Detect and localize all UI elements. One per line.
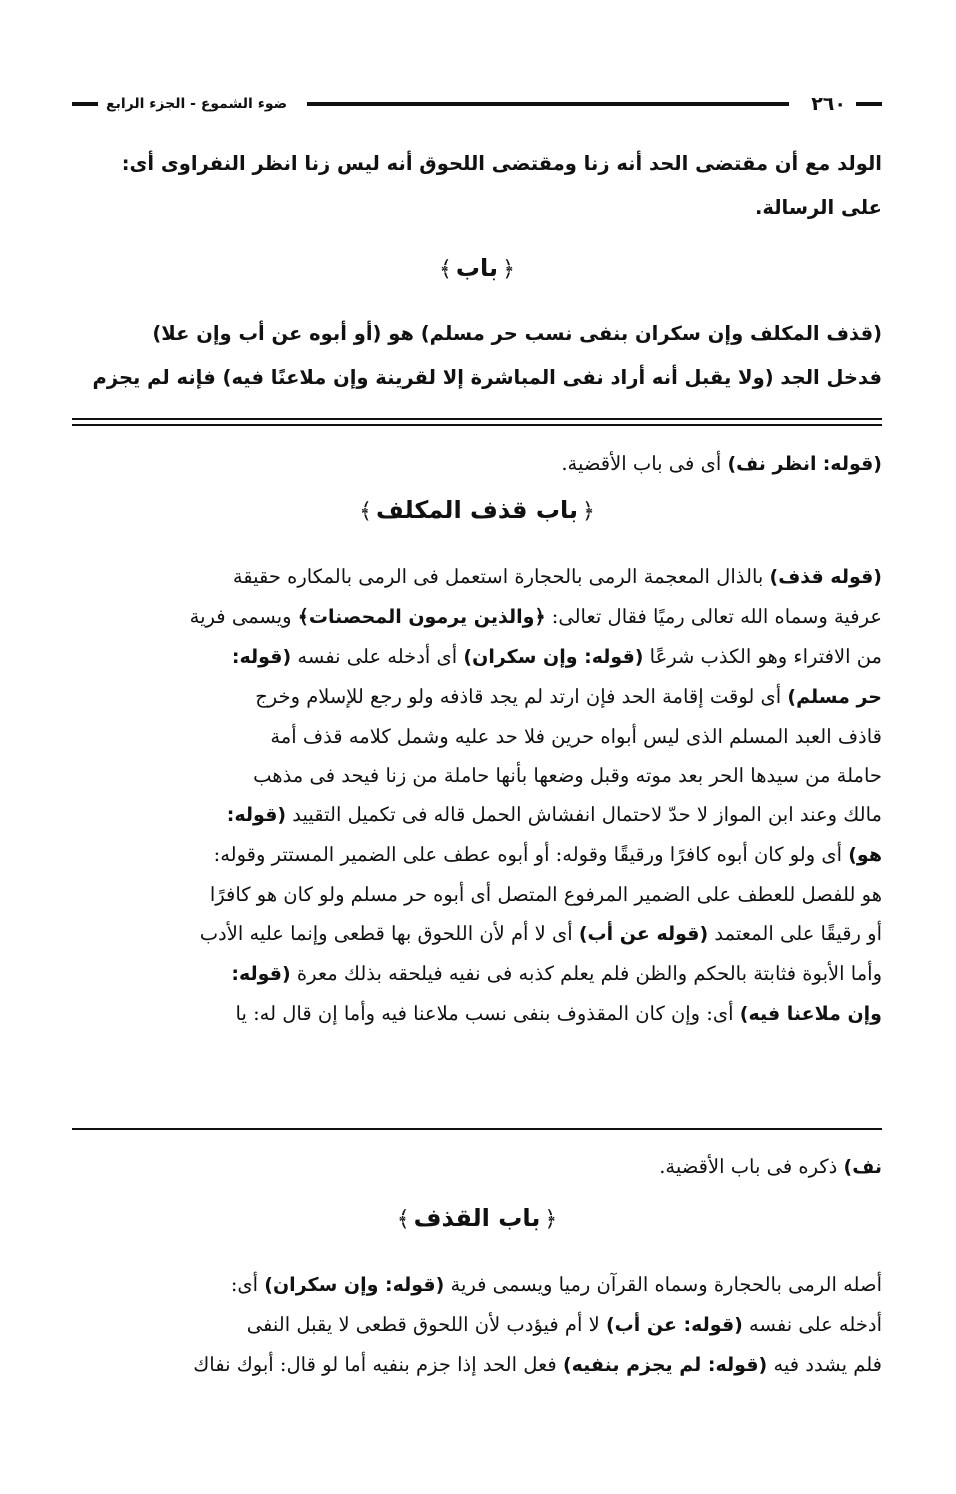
commentary-text: مالك وعند ابن المواز لا حدّ لاحتمال انفشاش الحمل قاله فى تكميل التقييد [292, 803, 882, 826]
commentary-text: عرفية وسماه الله تعالى رميًا فقال تعالى: [551, 605, 882, 628]
commentary-line: قاذف العبد المسلم الذى ليس أبواه حرين فلا حد عليه وشمل كلامه قذف أمة [270, 725, 882, 748]
ornament-bracket-icon: ﴿ [544, 1207, 558, 1232]
commentary-text: أى: [230, 1273, 259, 1296]
ornament-bracket-icon: ﴾ [439, 257, 452, 282]
commentary-text: أى ولو كان أبوه كافرًا ورقيقًا وقوله: أو أبوه عطف على الضمير المستتر وقوله: [213, 843, 843, 866]
quoted-term: نف) [843, 1156, 882, 1178]
commentary-text: ذكره فى باب الأقضية. [659, 1155, 838, 1178]
bab-title: باب القذف [413, 1204, 541, 1232]
quoted-term: (قوله: لم يجزم بنفيه) [562, 1354, 768, 1376]
commentary-line [72, 914, 882, 954]
quoted-term: حر مسلم) [787, 686, 882, 708]
commentary-text: أى: وإن كان المقذوف بنفى نسب ملاعنا فيه وأما إن قال له: يا [235, 1002, 734, 1025]
commentary-line [72, 795, 882, 835]
commentary-block-2 [72, 557, 882, 1034]
ornament-bracket-icon: ﴿ [502, 257, 515, 282]
commentary-block-1 [72, 444, 882, 484]
quoted-term: (قوله قذف) [769, 566, 882, 588]
commentary-line [72, 1147, 882, 1187]
commentary-line [72, 1265, 882, 1305]
commentary-text: أى فى باب الأقضية. [561, 452, 722, 475]
main-line: (قذف المكلف وإن سكران بنفى نسب حر مسلم) هو (أو أبوه عن أب وإن علا) [152, 322, 882, 345]
main-line: الولد مع أن مقتضى الحد أنه زنا ومقتضى اللحوق أنه ليس زنا انظر النفراوى أى: [121, 152, 882, 175]
commentary-line [72, 597, 882, 637]
running-title: ضوء الشموع - الجزء الرابع [106, 96, 288, 112]
commentary-line [72, 1305, 882, 1345]
commentary-text: أى لوقت إقامة الحد فإن ارتد لم يجد قاذفه ولو رجع للإسلام وخرج [255, 685, 782, 708]
commentary-text: وأما الأبوة فثابتة بالحكم والظن فلم يعلم كذبه فى نفيه فيلحقه بذلك معرة [296, 962, 882, 985]
commentary-text: ويسمى فرية [189, 605, 292, 628]
running-header [72, 88, 882, 120]
bab-heading-qadhf [72, 1204, 882, 1232]
commentary-text: لا أم فيؤدب لأن اللحوق قطعى لا يقبل النفى [246, 1313, 600, 1336]
separator-rule [72, 1128, 882, 1130]
commentary-text: أى لا أم لأن اللحوق بها قطعى وإنما عليه الأدب [199, 922, 573, 945]
commentary-line [72, 637, 882, 677]
commentary-line [72, 954, 882, 994]
quote-marker: (قوله: [822, 453, 882, 475]
quote-marker: (قوله: [231, 646, 292, 668]
commentary-text: فلم يشدد فيه [773, 1353, 882, 1376]
bab-title: باب [455, 254, 499, 282]
quoted-term: (قوله: عن أب) [605, 1314, 743, 1336]
quoted-term: (قوله عن أب) [578, 923, 709, 945]
quoted-term: انظر نف [736, 453, 817, 475]
header-dash-left [72, 102, 98, 106]
quran-verse: ﴿والذين يرمون المحصنات﴾ [297, 606, 546, 628]
commentary-text: أدخله على نفسه [749, 1313, 882, 1336]
commentary-line: حاملة من سيدها الحر بعد موته وقبل وضعها بأنها حاملة من زنا فيحد فى مذهب [253, 764, 882, 787]
commentary-text: بالذال المعجمة الرمى بالحجارة استعمل فى الرمى بالمكاره حقيقة [232, 565, 764, 588]
quoted-term: هو) [848, 844, 882, 866]
bab-heading-main [72, 254, 882, 282]
main-text-top [72, 142, 882, 230]
quote-marker: ) [727, 453, 737, 475]
commentary-line [72, 1345, 882, 1385]
commentary-line [72, 835, 882, 875]
quoted-term: (قوله: وإن سكران) [264, 1274, 445, 1296]
main-line: فدخل الجد (ولا يقبل أنه أراد نفى المباشرة إلا لقرينة وإن ملاعنًا فيه) فإنه لم يجزم [92, 366, 882, 389]
ornament-bracket-icon: ﴾ [359, 499, 372, 524]
quoted-term: وإن ملاعنا فيه) [739, 1003, 882, 1025]
header-dash-right [856, 102, 882, 106]
commentary-text: من الافتراء وهو الكذب شرعًا [649, 645, 882, 668]
quote-marker: (قوله: [231, 963, 291, 985]
commentary-block-3 [72, 1265, 882, 1385]
header-rule [307, 102, 789, 106]
quote-marker: (قوله: [226, 804, 287, 826]
commentary-line [72, 994, 882, 1034]
quoted-term: (قوله: وإن سكران) [463, 646, 644, 668]
commentary-continuation [72, 1147, 882, 1187]
main-text-bab [72, 312, 882, 400]
commentary-text: أصله الرمى بالحجارة وسماه القرآن رميا ويسمى فرية [450, 1273, 882, 1296]
separator-double-rule [72, 418, 882, 426]
bab-title: باب قذف المكلف [376, 496, 578, 524]
commentary-line: هو للفصل للعطف على الضمير المرفوع المتصل أى أبوه حر مسلم ولو كان هو كافرًا [209, 883, 882, 906]
ornament-bracket-icon: ﴾ [396, 1207, 410, 1232]
commentary-line [72, 677, 882, 717]
commentary-text: فعل الحد إذا جزم بنفيه أما لو قال: أبوك نفاك [193, 1353, 557, 1376]
commentary-line [72, 444, 882, 484]
commentary-line [72, 557, 882, 597]
main-line: على الرسالة. [755, 196, 882, 219]
page-number: ٢٦٠ [811, 93, 846, 115]
bab-heading-qadhf-mukallaf [72, 496, 882, 524]
commentary-text: أى أدخله على نفسه [297, 645, 458, 668]
commentary-text: أو رقيقًا على المعتمد [714, 922, 882, 945]
ornament-bracket-icon: ﴿ [581, 499, 595, 524]
